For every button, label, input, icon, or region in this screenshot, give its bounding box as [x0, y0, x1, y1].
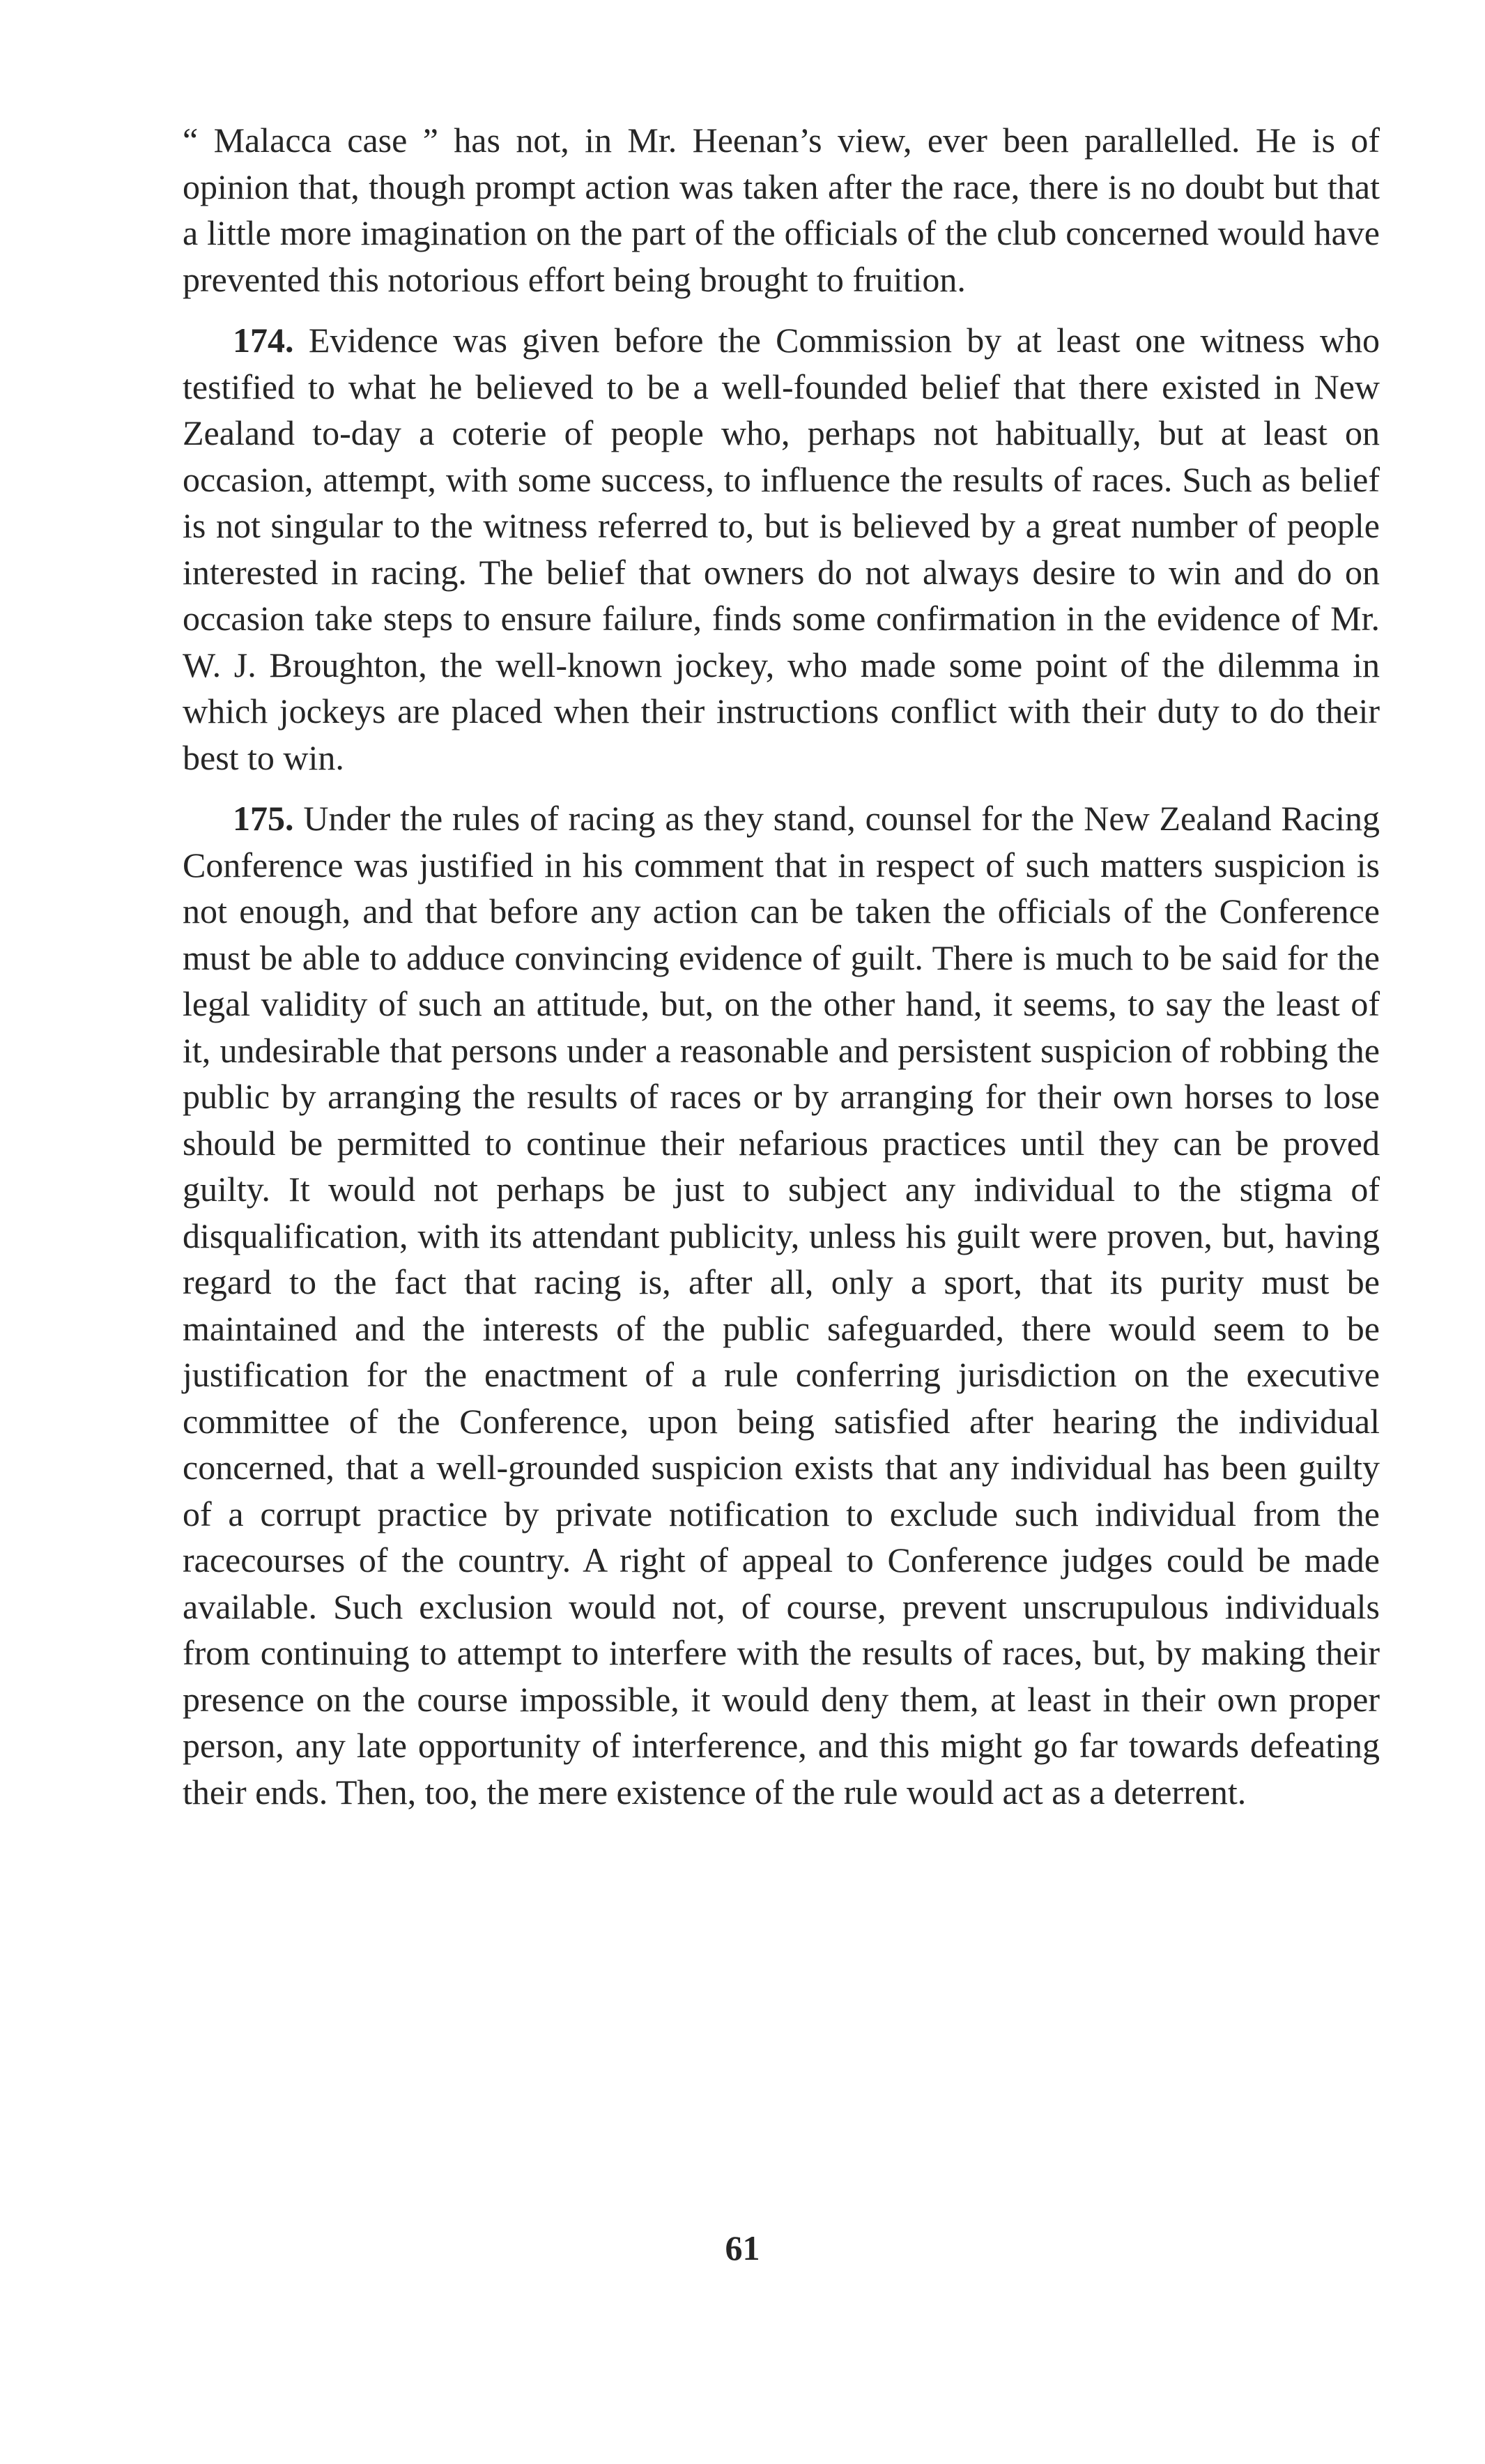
paragraph-text: Under the rules of racing as they stand, counsel for the New Zealand Racing Conference was justified in his comment that in respect of such matters suspicion is not enough, and that before any action can be taken the officials of the Conference must be able to adduce convincing evidence of guilt. There is much to be said for the legal validity of such an attitude, but, on the other hand, it seems, to say the least of it, undesirable that persons under a reasonable and persistent suspicion of robbing the public by arranging the results of races or by arranging for their own horses to lose should be permitted to continue their nefarious practices until they can be proved guilty. It would not perhaps be just to subject any individual to the stigma of disqualification, with its attendant publicity, unless his guilt were proven, but, having regard to the fact that racing is, after all, only a sport, that its purity must be maintained and the interests of the public safeguarded, there would seem to be justification for the enactment of a rule conferring jurisdiction on the executive committee of the Conference, upon being satisfied after hearing the individual concerned, that a well-grounded suspicion exists that any individual has been guilty of a corrupt practice by private notification to exclude such individual from the racecourses of the country. A right of appeal to Conference judges could be made available. Such exclusion would not, of course, prevent unscrupulous individuals from continuing to attempt to interfere with the results of races, but, by making their presence on the course impossible, it would deny them, at least in their own proper person, any late opportunity of interference, and this might go far towards defeating their ends. Then, too, the mere existence of the rule would act as a deterrent. — [183, 799, 1380, 1812]
paragraph-174 — [183, 317, 1380, 781]
paragraph-number: 174. — [233, 321, 294, 360]
paragraph-text: Evidence was given before the Commission by at least one witness who testified to what he believed to be a well-founded belief that there existed in New Zealand to-day a coterie of people who, perhaps not habitually, but at least on occasion, attempt, with some success, to influence the results of races. Such as belief is not singular to the witness referred to, but is believed by a great number of people interested in racing. The belief that owners do not always desire to win and do on occasion take steps to ensure failure, finds some confirmation in the evidence of Mr. W. J. Broughton, the well-known jockey, who made some point of the dilemma in which jockeys are placed when their instructions conflict with their duty to do their best to win. — [183, 321, 1380, 777]
paragraph-continued — [183, 117, 1380, 303]
paragraph-175 — [183, 795, 1380, 1815]
paragraph-number: 175. — [233, 799, 294, 838]
paragraph-text: “ Malacca case ” has not, in Mr. Heenan’s view, ever been parallelled. He is of opinion that, though prompt action was taken after the race, there is no doubt but that a little more imagination on the part of the officials of the club concerned would have prevented this notorious effort being brought to fruition. — [183, 121, 1380, 299]
page-body — [183, 117, 1380, 1815]
page-number: 61 — [725, 2228, 760, 2267]
